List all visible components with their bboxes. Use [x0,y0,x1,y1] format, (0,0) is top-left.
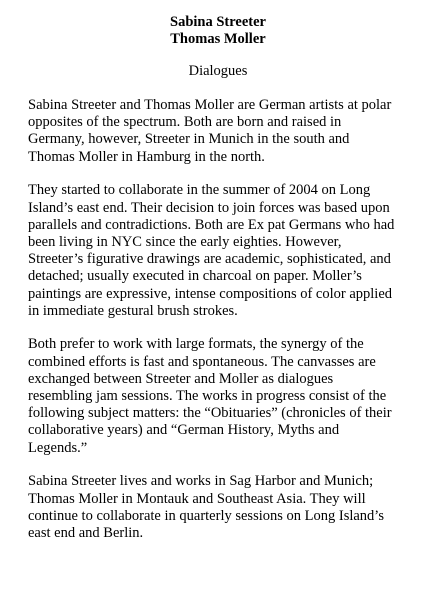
text-line: Legends.” [28,439,88,456]
document-subtitle: Dialogues [188,63,248,79]
text-line: Sabina Streeter and Thomas Moller are German artists at polar [28,97,392,113]
text-line: combined efforts is fast and spontaneous. The canvasses are [28,353,376,370]
text-line: paintings are expressive, intense compositions of color applied [28,285,393,302]
text-line: in immediate gestural brush strokes. [28,302,238,319]
text-line: Island’s east end. Their decision to join forces was based upon [28,199,390,216]
text-line: Streeter’s figurative drawings are academic, sophisticated, and [28,251,391,268]
paragraph [28,182,424,320]
paragraph [28,336,424,456]
text-line: exchanged between Streeter and Moller as dialogues [28,370,334,387]
paragraph [28,97,424,166]
text-line: east end and Berlin. [28,524,144,541]
text-line: Germany, however, Streeter in Munich in the south and [28,131,350,148]
text-line: been living in NYC since the early eighties. However, [28,233,342,250]
text-line: Thomas Moller in Montauk and Southeast Asia. They will [28,490,366,507]
text-line: Both prefer to work with large formats, the synergy of the [28,336,364,353]
text-line: continue to collaborate in quarterly sessions on Long Island’s [28,507,384,524]
author-name: Thomas Moller [170,31,266,47]
document-header [28,14,408,48]
text-line: parallels and contradictions. Both are Ex pat Germans who had [28,216,395,233]
text-line: resembling jam sessions. The works in progress consist of the [28,388,387,405]
text-line: opposites of the spectrum. Both are born and raised in [28,114,342,131]
paragraph [28,473,424,542]
document-body [28,97,424,542]
text-line: Thomas Moller in Hamburg in the north. [28,148,265,165]
text-line: detached; usually executed in charcoal on paper. Moller’s [28,268,362,285]
text-line: collaborative years) and “German History, Myths and [28,422,340,439]
text-line: They started to collaborate in the summer of 2004 on Long [28,182,371,199]
text-line: Sabina Streeter lives and works in Sag Harbor and Munich; [28,473,374,490]
author-name: Sabina Streeter [170,14,266,30]
text-line: following subject matters: the “Obituaries” (chronicles of their [28,405,392,422]
